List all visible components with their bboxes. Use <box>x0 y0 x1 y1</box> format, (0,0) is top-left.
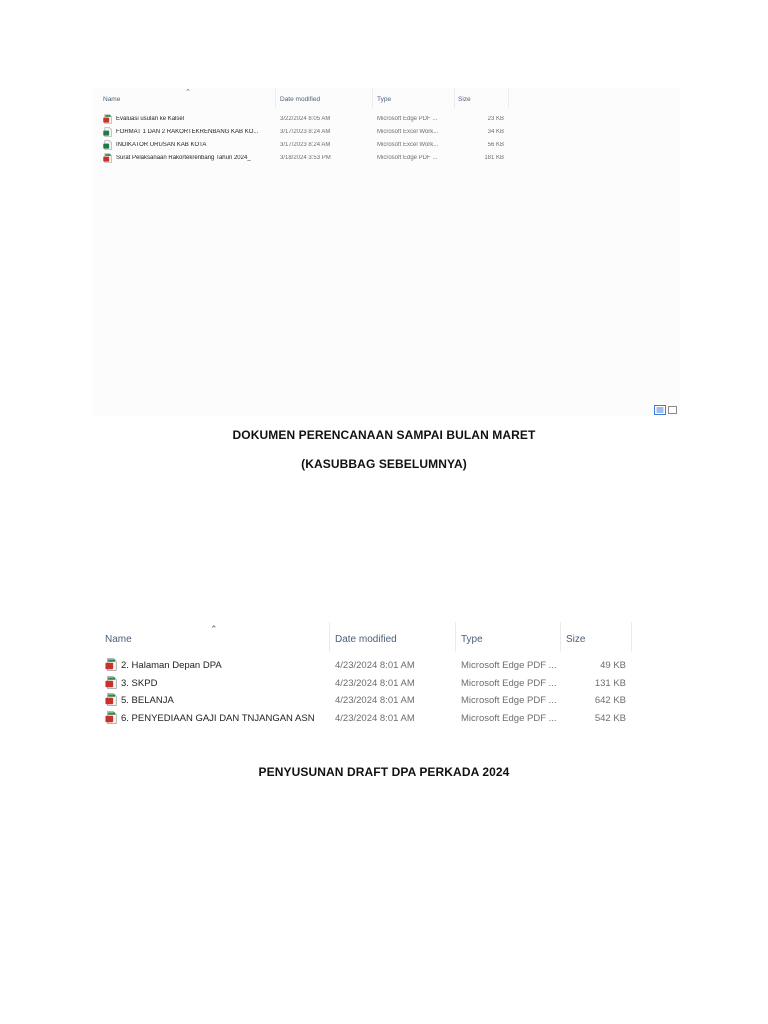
file-name: Surat Pelaksanaan Rakortekrenbang Tahun 2024_ <box>116 155 251 161</box>
excel-file-icon <box>103 127 112 137</box>
file-type: Microsoft Edge PDF ... <box>461 677 557 689</box>
view-toggle-icons[interactable] <box>654 405 678 415</box>
file-type: Microsoft Edge PDF ... <box>377 116 438 122</box>
column-divider[interactable] <box>372 88 373 108</box>
column-header-date-modified[interactable]: Date modified <box>335 634 397 645</box>
column-header-row <box>92 88 680 106</box>
file-name: Evaluasi usulan ke Kalsel <box>116 116 185 122</box>
caption-subtitle-1: (KASUBBAG SEBELUMNYA) <box>301 457 467 471</box>
pdf-file-icon <box>103 153 112 163</box>
file-name: 3. SKPD <box>121 677 158 689</box>
file-type: Microsoft Edge PDF ... <box>461 695 557 706</box>
column-divider[interactable] <box>455 622 456 652</box>
pdf-file-icon <box>105 676 117 689</box>
file-date-modified: 4/23/2024 8:01 AM <box>335 712 415 724</box>
column-header-size[interactable]: Size <box>458 96 471 103</box>
file-row[interactable] <box>92 113 680 126</box>
file-date-modified: 3/22/2024 8:05 AM <box>280 116 331 122</box>
file-size: 542 KB <box>594 712 626 724</box>
file-row[interactable] <box>100 709 636 727</box>
excel-file-icon <box>103 140 112 150</box>
column-header-date-modified[interactable]: Date modified <box>280 96 321 103</box>
file-size: 49 KB <box>600 660 626 671</box>
file-name: 6. PENYEDIAAN GAJI DAN TNJANGAN ASN <box>121 712 315 724</box>
file-type: Microsoft Edge PDF ... <box>461 712 557 724</box>
file-explorer-list-1 <box>92 88 680 416</box>
file-size: 131 KB <box>594 677 626 689</box>
file-size: 56 KB <box>487 142 504 148</box>
file-size: 34 KB <box>487 129 504 135</box>
file-size: 23 KB <box>487 116 504 122</box>
caption-title-2: PENYUSUNAN DRAFT DPA PERKADA 2024 <box>258 765 510 779</box>
sort-caret-icon[interactable]: ⌃ <box>185 89 191 96</box>
pdf-file-icon <box>105 711 117 724</box>
file-date-modified: 3/17/2023 8:24 AM <box>280 142 331 148</box>
column-header-row <box>100 622 636 652</box>
file-date-modified: 3/18/2024 3:53 PM <box>280 155 331 161</box>
column-divider[interactable] <box>454 88 455 108</box>
column-header-size[interactable]: Size <box>566 634 586 645</box>
column-header-type[interactable]: Type <box>377 96 392 103</box>
file-date-modified: 3/17/2023 8:24 AM <box>280 129 331 135</box>
column-divider[interactable] <box>275 88 276 108</box>
file-row[interactable] <box>100 656 636 674</box>
file-date-modified: 4/23/2024 8:01 AM <box>335 695 415 706</box>
file-explorer-list-2 <box>100 622 636 730</box>
pdf-file-icon <box>105 658 117 671</box>
file-date-modified: 4/23/2024 8:01 AM <box>335 660 415 671</box>
column-header-name[interactable]: Name <box>105 634 132 645</box>
pdf-file-icon <box>103 114 112 124</box>
column-header-type[interactable]: Type <box>461 634 483 645</box>
column-divider[interactable] <box>560 622 561 652</box>
file-row[interactable] <box>92 126 680 139</box>
file-row[interactable] <box>100 674 636 692</box>
file-type: Microsoft Excel Work... <box>377 142 439 148</box>
file-name: 2. Halaman Depan DPA <box>121 660 222 671</box>
column-divider[interactable] <box>631 622 632 652</box>
file-type: Microsoft Edge PDF ... <box>461 660 557 671</box>
file-row[interactable] <box>92 152 680 165</box>
file-name: FORMAT 1 DAN 2 RAKORTEKRENBANG KAB KO... <box>116 129 259 135</box>
pdf-file-icon <box>105 693 117 706</box>
file-name: INDIKATOR URUSAN KAB KOTA <box>116 142 207 148</box>
file-row[interactable] <box>92 139 680 152</box>
file-size: 642 KB <box>594 695 626 706</box>
file-type: Microsoft Edge PDF ... <box>377 155 438 161</box>
caption-title-1: DOKUMEN PERENCANAAN SAMPAI BULAN MARET <box>232 428 536 442</box>
file-name: 5. BELANJA <box>121 695 174 706</box>
column-divider[interactable] <box>329 622 330 652</box>
column-header-name[interactable]: Name <box>103 96 121 103</box>
sort-caret-icon[interactable]: ⌃ <box>210 624 218 634</box>
file-date-modified: 4/23/2024 8:01 AM <box>335 677 415 689</box>
file-size: 181 KB <box>484 155 504 161</box>
file-type: Microsoft Excel Work... <box>377 129 439 135</box>
column-divider[interactable] <box>508 88 509 108</box>
file-row[interactable] <box>100 691 636 709</box>
